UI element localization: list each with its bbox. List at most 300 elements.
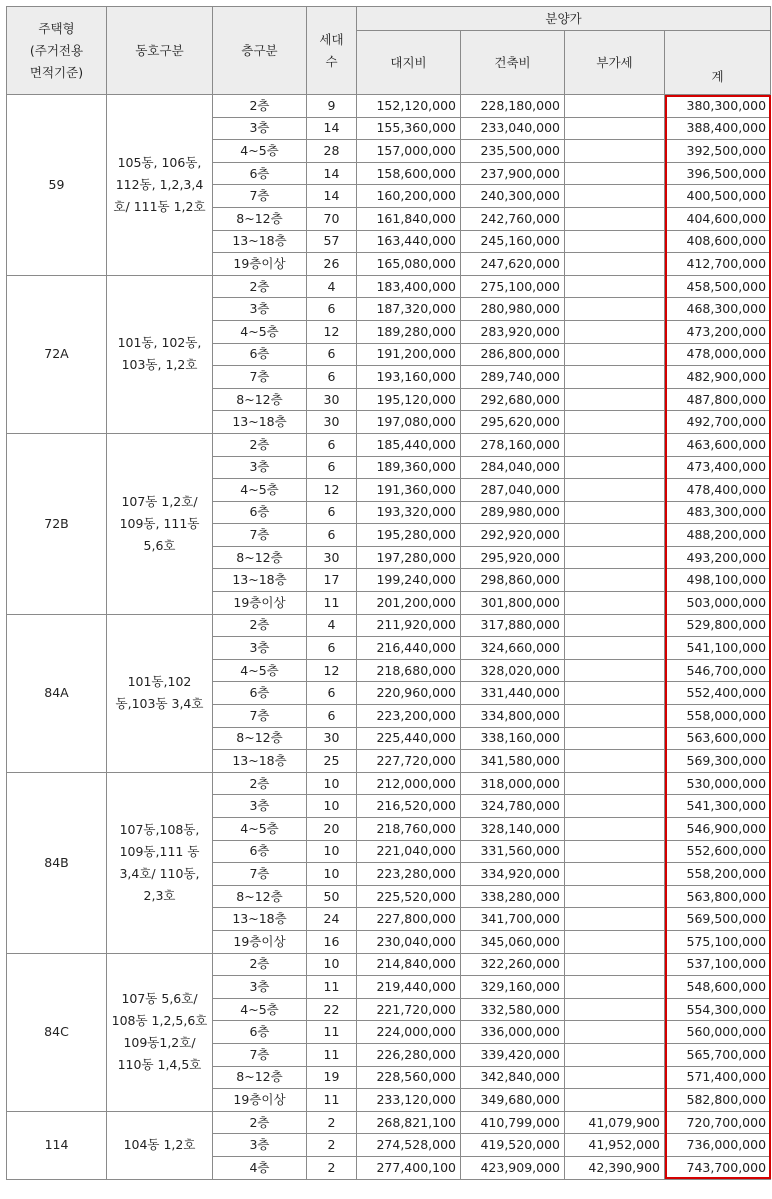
floor-cell: 19층이상 [213,1089,307,1112]
land-cost-cell: 216,440,000 [357,637,461,660]
vat-cell [565,501,665,524]
building-cost-cell: 233,040,000 [461,117,565,140]
total-cell: 392,500,000 [665,140,771,163]
vat-cell [565,366,665,389]
total-cell: 569,300,000 [665,750,771,773]
total-cell: 541,300,000 [665,795,771,818]
floor-cell: 2층 [213,275,307,298]
table-row [7,953,771,976]
header-building-cost: 건축비 [461,31,565,95]
building-cost-cell: 345,060,000 [461,930,565,953]
units-cell: 20 [307,818,357,841]
total-cell: 503,000,000 [665,592,771,615]
land-cost-cell: 155,360,000 [357,117,461,140]
vat-cell [565,592,665,615]
floor-cell: 3층 [213,795,307,818]
floor-cell: 13~18층 [213,908,307,931]
building-cost-cell: 339,420,000 [461,1043,565,1066]
land-cost-cell: 274,528,000 [357,1134,461,1157]
land-cost-cell: 220,960,000 [357,682,461,705]
table-body [7,95,771,1180]
units-cell: 6 [307,433,357,456]
land-cost-cell: 219,440,000 [357,976,461,999]
total-cell: 482,900,000 [665,366,771,389]
land-cost-cell: 227,800,000 [357,908,461,931]
building-cost-cell: 324,780,000 [461,795,565,818]
building-cost-cell: 278,160,000 [461,433,565,456]
dong-ho-cell: 101동,102 동,103동 3,4호 [107,614,213,772]
total-cell: 396,500,000 [665,162,771,185]
dong-ho-cell: 107동,108동, 109동,111 동 3,4호/ 110동, 2,3호 [107,772,213,953]
land-cost-cell: 193,160,000 [357,366,461,389]
building-cost-cell: 275,100,000 [461,275,565,298]
units-cell: 10 [307,840,357,863]
units-cell: 50 [307,885,357,908]
building-cost-cell: 334,920,000 [461,863,565,886]
land-cost-cell: 197,080,000 [357,411,461,434]
units-cell: 12 [307,479,357,502]
land-cost-cell: 277,400,100 [357,1156,461,1179]
total-cell: 554,300,000 [665,998,771,1021]
total-cell: 552,400,000 [665,682,771,705]
units-cell: 17 [307,569,357,592]
land-cost-cell: 224,000,000 [357,1021,461,1044]
building-cost-cell: 298,860,000 [461,569,565,592]
total-cell: 720,700,000 [665,1111,771,1134]
units-cell: 6 [307,637,357,660]
building-cost-cell: 322,260,000 [461,953,565,976]
building-cost-cell: 328,020,000 [461,659,565,682]
floor-cell: 2층 [213,772,307,795]
vat-cell [565,637,665,660]
units-cell: 6 [307,524,357,547]
floor-cell: 3층 [213,1134,307,1157]
total-cell: 478,400,000 [665,479,771,502]
vat-cell [565,998,665,1021]
land-cost-cell: 199,240,000 [357,569,461,592]
building-cost-cell: 295,620,000 [461,411,565,434]
housing-type-cell: 84B [7,772,107,953]
units-cell: 30 [307,388,357,411]
housing-type-cell: 114 [7,1111,107,1179]
units-cell: 11 [307,592,357,615]
units-cell: 19 [307,1066,357,1089]
units-cell: 14 [307,185,357,208]
vat-cell [565,117,665,140]
total-cell: 582,800,000 [665,1089,771,1112]
total-cell: 380,300,000 [665,95,771,118]
vat-cell [565,1066,665,1089]
floor-cell: 4~5층 [213,659,307,682]
header-vat: 부가세 [565,31,665,95]
header-sale-price: 분양가 [357,7,771,31]
land-cost-cell: 191,360,000 [357,479,461,502]
floor-cell: 4~5층 [213,140,307,163]
land-cost-cell: 197,280,000 [357,546,461,569]
vat-cell [565,1043,665,1066]
land-cost-cell: 221,720,000 [357,998,461,1021]
building-cost-cell: 237,900,000 [461,162,565,185]
building-cost-cell: 341,580,000 [461,750,565,773]
building-cost-cell: 349,680,000 [461,1089,565,1112]
floor-cell: 2층 [213,953,307,976]
units-cell: 6 [307,501,357,524]
units-cell: 9 [307,95,357,118]
floor-cell: 7층 [213,366,307,389]
housing-type-cell: 84A [7,614,107,772]
units-cell: 30 [307,546,357,569]
building-cost-cell: 328,140,000 [461,818,565,841]
floor-cell: 8~12층 [213,727,307,750]
land-cost-cell: 165,080,000 [357,253,461,276]
units-cell: 10 [307,863,357,886]
floor-cell: 6층 [213,162,307,185]
building-cost-cell: 410,799,000 [461,1111,565,1134]
floor-cell: 8~12층 [213,885,307,908]
vat-cell [565,569,665,592]
vat-cell [565,95,665,118]
floor-cell: 6층 [213,682,307,705]
housing-type-cell: 72B [7,433,107,614]
total-cell: 546,900,000 [665,818,771,841]
floor-cell: 4~5층 [213,320,307,343]
units-cell: 30 [307,727,357,750]
vat-cell [565,885,665,908]
vat-cell [565,524,665,547]
building-cost-cell: 242,760,000 [461,207,565,230]
land-cost-cell: 158,600,000 [357,162,461,185]
total-cell: 552,600,000 [665,840,771,863]
units-cell: 6 [307,456,357,479]
floor-cell: 7층 [213,1043,307,1066]
header-total: 계 [665,31,771,95]
vat-cell [565,140,665,163]
vat-cell [565,411,665,434]
total-cell: 468,300,000 [665,298,771,321]
total-cell: 743,700,000 [665,1156,771,1179]
land-cost-cell: 195,280,000 [357,524,461,547]
units-cell: 4 [307,275,357,298]
vat-cell [565,1021,665,1044]
floor-cell: 7층 [213,863,307,886]
land-cost-cell: 228,560,000 [357,1066,461,1089]
floor-cell: 7층 [213,185,307,208]
land-cost-cell: 226,280,000 [357,1043,461,1066]
units-cell: 2 [307,1134,357,1157]
units-cell: 4 [307,614,357,637]
vat-cell [565,388,665,411]
total-cell: 493,200,000 [665,546,771,569]
floor-cell: 13~18층 [213,411,307,434]
floor-cell: 2층 [213,614,307,637]
land-cost-cell: 268,821,100 [357,1111,461,1134]
floor-cell: 3층 [213,637,307,660]
total-cell: 473,400,000 [665,456,771,479]
building-cost-cell: 289,740,000 [461,366,565,389]
building-cost-cell: 295,920,000 [461,546,565,569]
land-cost-cell: 163,440,000 [357,230,461,253]
floor-cell: 8~12층 [213,207,307,230]
units-cell: 11 [307,1089,357,1112]
building-cost-cell: 331,440,000 [461,682,565,705]
building-cost-cell: 324,660,000 [461,637,565,660]
units-cell: 16 [307,930,357,953]
building-cost-cell: 301,800,000 [461,592,565,615]
units-cell: 2 [307,1111,357,1134]
land-cost-cell: 161,840,000 [357,207,461,230]
building-cost-cell: 318,000,000 [461,772,565,795]
floor-cell: 3층 [213,456,307,479]
units-cell: 6 [307,366,357,389]
floor-cell: 4~5층 [213,479,307,502]
dong-ho-cell: 104동 1,2호 [107,1111,213,1179]
vat-cell [565,750,665,773]
land-cost-cell: 223,200,000 [357,705,461,728]
floor-cell: 8~12층 [213,546,307,569]
table-row [7,95,771,118]
total-cell: 558,200,000 [665,863,771,886]
floor-cell: 6층 [213,1021,307,1044]
building-cost-cell: 235,500,000 [461,140,565,163]
total-cell: 546,700,000 [665,659,771,682]
floor-cell: 4~5층 [213,818,307,841]
vat-cell [565,298,665,321]
floor-cell: 19층이상 [213,930,307,953]
vat-cell: 42,390,900 [565,1156,665,1179]
building-cost-cell: 419,520,000 [461,1134,565,1157]
vat-cell [565,772,665,795]
total-cell: 408,600,000 [665,230,771,253]
vat-cell [565,320,665,343]
vat-cell [565,682,665,705]
building-cost-cell: 283,920,000 [461,320,565,343]
floor-cell: 6층 [213,840,307,863]
total-cell: 537,100,000 [665,953,771,976]
total-cell: 458,500,000 [665,275,771,298]
floor-cell: 13~18층 [213,230,307,253]
units-cell: 10 [307,795,357,818]
floor-cell: 19층이상 [213,253,307,276]
vat-cell [565,976,665,999]
building-cost-cell: 334,800,000 [461,705,565,728]
land-cost-cell: 157,000,000 [357,140,461,163]
building-cost-cell: 289,980,000 [461,501,565,524]
table-row [7,275,771,298]
building-cost-cell: 332,580,000 [461,998,565,1021]
floor-cell: 6층 [213,343,307,366]
building-cost-cell: 245,160,000 [461,230,565,253]
land-cost-cell: 211,920,000 [357,614,461,637]
total-cell: 498,100,000 [665,569,771,592]
land-cost-cell: 225,520,000 [357,885,461,908]
building-cost-cell: 338,280,000 [461,885,565,908]
land-cost-cell: 230,040,000 [357,930,461,953]
total-cell: 571,400,000 [665,1066,771,1089]
land-cost-cell: 189,280,000 [357,320,461,343]
total-cell: 563,800,000 [665,885,771,908]
total-cell: 487,800,000 [665,388,771,411]
total-cell: 569,500,000 [665,908,771,931]
vat-cell: 41,079,900 [565,1111,665,1134]
vat-cell [565,253,665,276]
floor-cell: 8~12층 [213,388,307,411]
floor-cell: 19층이상 [213,592,307,615]
header-land-cost: 대지비 [357,31,461,95]
units-cell: 24 [307,908,357,931]
floor-cell: 4~5층 [213,998,307,1021]
floor-cell: 6층 [213,501,307,524]
table-row [7,433,771,456]
land-cost-cell: 225,440,000 [357,727,461,750]
floor-cell: 13~18층 [213,750,307,773]
units-cell: 14 [307,117,357,140]
building-cost-cell: 292,680,000 [461,388,565,411]
units-cell: 11 [307,1043,357,1066]
building-cost-cell: 240,300,000 [461,185,565,208]
floor-cell: 2층 [213,1111,307,1134]
building-cost-cell: 287,040,000 [461,479,565,502]
total-cell: 412,700,000 [665,253,771,276]
floor-cell: 2층 [213,95,307,118]
land-cost-cell: 212,000,000 [357,772,461,795]
header-housing-type: 주택형 (주거전용 면적기준) [7,7,107,95]
building-cost-cell: 329,160,000 [461,976,565,999]
units-cell: 6 [307,682,357,705]
vat-cell [565,546,665,569]
land-cost-cell: 221,040,000 [357,840,461,863]
dong-ho-cell: 107동 1,2호/ 109동, 111동 5,6호 [107,433,213,614]
total-cell: 736,000,000 [665,1134,771,1157]
vat-cell [565,207,665,230]
land-cost-cell: 183,400,000 [357,275,461,298]
table-row [7,772,771,795]
building-cost-cell: 342,840,000 [461,1066,565,1089]
units-cell: 6 [307,343,357,366]
header-floor: 층구분 [213,7,307,95]
building-cost-cell: 336,000,000 [461,1021,565,1044]
vat-cell [565,162,665,185]
total-cell: 560,000,000 [665,1021,771,1044]
units-cell: 10 [307,953,357,976]
building-cost-cell: 338,160,000 [461,727,565,750]
land-cost-cell: 191,200,000 [357,343,461,366]
land-cost-cell: 223,280,000 [357,863,461,886]
dong-ho-cell: 101동, 102동, 103동, 1,2호 [107,275,213,433]
vat-cell [565,1089,665,1112]
vat-cell [565,343,665,366]
floor-cell: 7층 [213,524,307,547]
land-cost-cell: 201,200,000 [357,592,461,615]
table-row [7,614,771,637]
vat-cell [565,185,665,208]
dong-ho-cell: 105동, 106동, 112동, 1,2,3,4호/ 111동 1,2호 [107,95,213,276]
units-cell: 6 [307,298,357,321]
vat-cell [565,433,665,456]
sale-price-table [6,6,771,1180]
floor-cell: 8~12층 [213,1066,307,1089]
units-cell: 2 [307,1156,357,1179]
floor-cell: 3층 [213,298,307,321]
building-cost-cell: 331,560,000 [461,840,565,863]
total-cell: 563,600,000 [665,727,771,750]
building-cost-cell: 341,700,000 [461,908,565,931]
total-cell: 548,600,000 [665,976,771,999]
land-cost-cell: 195,120,000 [357,388,461,411]
vat-cell [565,456,665,479]
total-cell: 478,000,000 [665,343,771,366]
total-cell: 488,200,000 [665,524,771,547]
total-cell: 388,400,000 [665,117,771,140]
building-cost-cell: 423,909,000 [461,1156,565,1179]
price-table-container [6,6,770,1180]
land-cost-cell: 152,120,000 [357,95,461,118]
vat-cell [565,795,665,818]
building-cost-cell: 284,040,000 [461,456,565,479]
vat-cell [565,705,665,728]
vat-cell [565,863,665,886]
table-row [7,1111,771,1134]
land-cost-cell: 214,840,000 [357,953,461,976]
land-cost-cell: 160,200,000 [357,185,461,208]
total-cell: 541,100,000 [665,637,771,660]
header-units: 세대 수 [307,7,357,95]
vat-cell [565,930,665,953]
land-cost-cell: 227,720,000 [357,750,461,773]
vat-cell: 41,952,000 [565,1134,665,1157]
building-cost-cell: 280,980,000 [461,298,565,321]
land-cost-cell: 218,760,000 [357,818,461,841]
total-cell: 575,100,000 [665,930,771,953]
floor-cell: 7층 [213,705,307,728]
vat-cell [565,659,665,682]
land-cost-cell: 185,440,000 [357,433,461,456]
land-cost-cell: 233,120,000 [357,1089,461,1112]
vat-cell [565,908,665,931]
land-cost-cell: 189,360,000 [357,456,461,479]
building-cost-cell: 247,620,000 [461,253,565,276]
land-cost-cell: 187,320,000 [357,298,461,321]
total-cell: 529,800,000 [665,614,771,637]
floor-cell: 3층 [213,976,307,999]
floor-cell: 13~18층 [213,569,307,592]
units-cell: 28 [307,140,357,163]
units-cell: 57 [307,230,357,253]
total-cell: 530,000,000 [665,772,771,795]
units-cell: 22 [307,998,357,1021]
units-cell: 26 [307,253,357,276]
building-cost-cell: 286,800,000 [461,343,565,366]
total-cell: 463,600,000 [665,433,771,456]
units-cell: 12 [307,659,357,682]
dong-ho-cell: 107동 5,6호/ 108동 1,2,5,6호 109동1,2호/ 110동 1,4,5호 [107,953,213,1111]
units-cell: 25 [307,750,357,773]
building-cost-cell: 292,920,000 [461,524,565,547]
table-header [7,7,771,95]
land-cost-cell: 216,520,000 [357,795,461,818]
land-cost-cell: 193,320,000 [357,501,461,524]
units-cell: 30 [307,411,357,434]
vat-cell [565,840,665,863]
total-cell: 483,300,000 [665,501,771,524]
floor-cell: 2층 [213,433,307,456]
total-cell: 404,600,000 [665,207,771,230]
housing-type-cell: 59 [7,95,107,276]
units-cell: 10 [307,772,357,795]
building-cost-cell: 317,880,000 [461,614,565,637]
units-cell: 11 [307,976,357,999]
units-cell: 70 [307,207,357,230]
vat-cell [565,614,665,637]
